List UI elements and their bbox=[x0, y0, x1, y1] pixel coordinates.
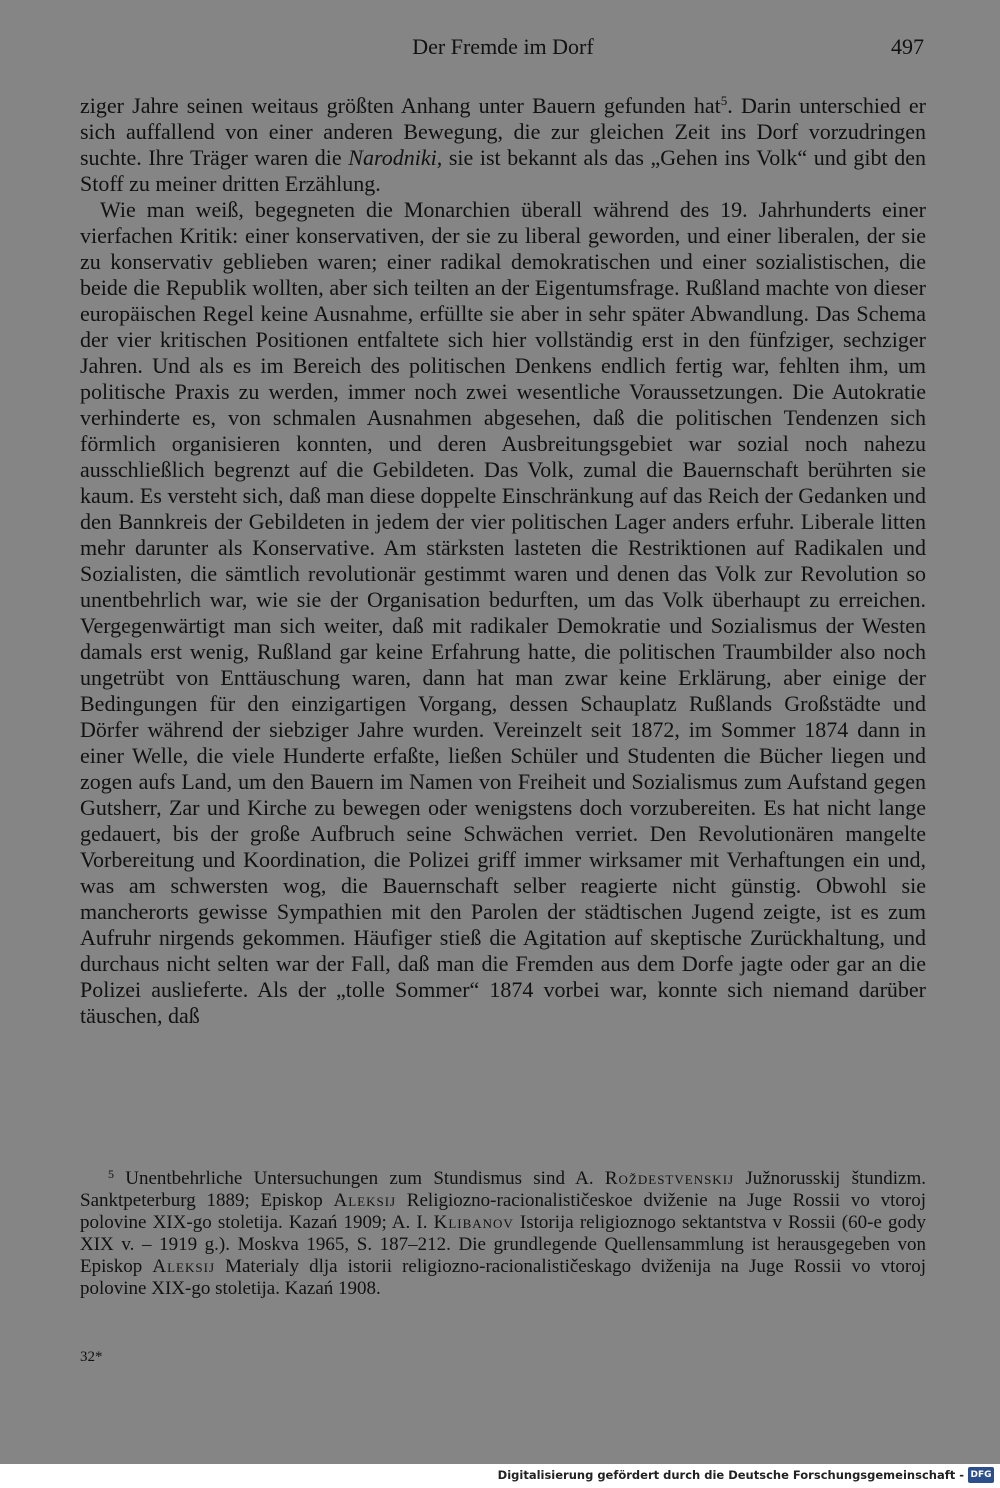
running-head-title: Der Fremde im Dorf bbox=[412, 34, 594, 59]
paragraph bbox=[80, 197, 926, 1029]
footnote-area bbox=[80, 1168, 926, 1300]
italic-term: Narodniki, bbox=[348, 145, 443, 170]
author-name: Klibanov bbox=[433, 1212, 514, 1233]
page-number: 497 bbox=[891, 34, 924, 59]
footnote-ref: 5 bbox=[108, 1167, 114, 1181]
text-run: sie ist bekannt als das „Gehen ins Volk“ und gibt den Stoff zu meiner dritten Erzählung. bbox=[80, 145, 926, 196]
text-run: Wie man weiß, begegneten die Monarchien überall während des 19. Jahrhunderts einer vierfachen Kritik: einer konservativen, der sie zu liberal geworden, und einer liberalen, der sie zu konservativ geblieben waren; einer radikal demokratischen und einer sozialistischen, die beide die Republik wollten, aber sich teilten an der Eigentumsfrage. Rußland machte von dieser europäischen Regel keine Ausnahme, erfüllte sie aber in sehr später Abwandlung. Das Schema der vier kritischen Positionen entfaltete sich hier vollständig erst in den fünfziger, sechziger Jahren. Und als es im Bereich des politischen Denkens endlich fertig war, fehlten ihm, um politische Praxis zu werden, immer noch zwei wesentliche Voraussetzungen. Die Autokratie verhinderte es, von schmalen Ausnahmen abgesehen, daß die politischen Tendenzen sich förmlich organisieren konnten, und deren Ausbreitungsgebiet war sozial noch nahezu ausschließlich begrenzt auf die Gebildeten. Das Volk, zumal die Bauernschaft berührten sie kaum. Es versteht sich, daß man diese doppelte Einschränkung auf das Reich der Gedanken und den Bannkreis der Gebildeten in jedem der vier politischen Lager anders erfuhr. Liberale litten mehr darunter als Konservative. Am stärksten lasteten die Restriktionen auf Radikalen und Sozialisten, die sämtlich revolutionär gestimmt waren und denen das Volk zur Revolution so unentbehrlich war, wie sie der Organisation bedurften, um das Volk überhaupt zu erreichen. Vergegenwärtigt man sich weiter, daß mit radikaler Demokratie und Sozialismus der Westen damals erst wenig, Rußland gar keine Erfahrung hatte, die politischen Traumbilder also noch ungetrübt von Enttäuschung waren, dann hat man zwar keine Erklärung, aber einige der Bedingungen für den einzigartigen Vorgang, dessen Schauplatz Rußlands Großstädte und Dörfer während der siebziger Jahre wurden. Vereinzelt seit 1872, im Sommer 1874 dann in einer Welle, die viele Hunderte erfaßte, ließen Schüler und Studenten die Bücher liegen und zogen aufs Land, um den Bauern im Namen von Freiheit und Sozialismus zum Aufstand gegen Gutsherr, Zar und Kirche zu bewegen oder wenigstens doch vorzubereiten. Es hat nicht lange gedauert, bis der große Aufbruch seine Schwächen verriet. Den Revolutionären mangelte Vorbereitung und Koordination, die Polizei griff immer wirksamer mit Verhaftungen ein und, was am schwersten wog, die Bauernschaft selber reagierte nicht günstig. Obwohl sie mancherorts gewisse Sympathien mit den Parolen der städtischen Jugend zeigte, ist es zum Aufruhr nirgends gekommen. Häufiger stieß die Agitation auf skeptische Zurückhaltung, und durchaus nicht selten war der Fall, daß man die Fremden aus dem Dorfe jagte oder gar an die Polizei auslieferte. Als der „tolle Sommer“ 1874 vorbei war, konnte sich niemand darüber täuschen, daß bbox=[80, 197, 926, 1028]
funding-notice: Digitalisierung gefördert durch die Deutsche Forschungsgemeinschaft - bbox=[497, 1468, 964, 1482]
footnote-5 bbox=[80, 1168, 926, 1300]
paragraph bbox=[80, 93, 926, 197]
footnote-ref: 5 bbox=[720, 93, 728, 108]
signature-mark: 32* bbox=[80, 1349, 103, 1365]
text-run: . Darin unterschied er sich auffallend von einer anderen Bewegung, die zur gleichen Zeit ins Dorf vorzudringen suchte. Ihre Träger waren die bbox=[80, 93, 926, 170]
footer-banner bbox=[0, 1464, 1000, 1488]
author-name: Aleksij bbox=[152, 1256, 215, 1277]
text-run: Istorija religioznogo sektantstva v Rossii (60-e gody XIX v. – 1919 g.). Moskva 1965, S. 187–212. Die grundlegende Quellensammlung ist herausgegeben von Episkop bbox=[80, 1212, 926, 1277]
text-run: Religiozno-racionalističeskoe dviženie na Juge Rossii vo vtoroj polovine XIX-go stoletija. Kazań 1909; A. I. bbox=[80, 1190, 926, 1233]
text-run: Materialy dlja istorii religiozno-racionalističeskago dviženija na Juge Rossii vo vtoroj polovine XIX-go stoletija. Kazań 1908. bbox=[80, 1256, 926, 1299]
text-run: Unentbehrliche Untersuchungen zum Stundismus sind A. bbox=[114, 1168, 605, 1189]
dfg-logo: DFG bbox=[968, 1467, 994, 1483]
author-name: Aleksij bbox=[333, 1190, 397, 1211]
text-run: ziger Jahre seinen weitaus größten Anhang unter Bauern gefunden hat bbox=[80, 93, 721, 118]
running-head bbox=[80, 34, 926, 64]
text-run: Južnorusskij štundizm. Sanktpeterburg 1889; Episkop bbox=[80, 1168, 926, 1211]
author-name: Roždestvenskij bbox=[604, 1168, 735, 1189]
body-text bbox=[80, 93, 926, 1029]
